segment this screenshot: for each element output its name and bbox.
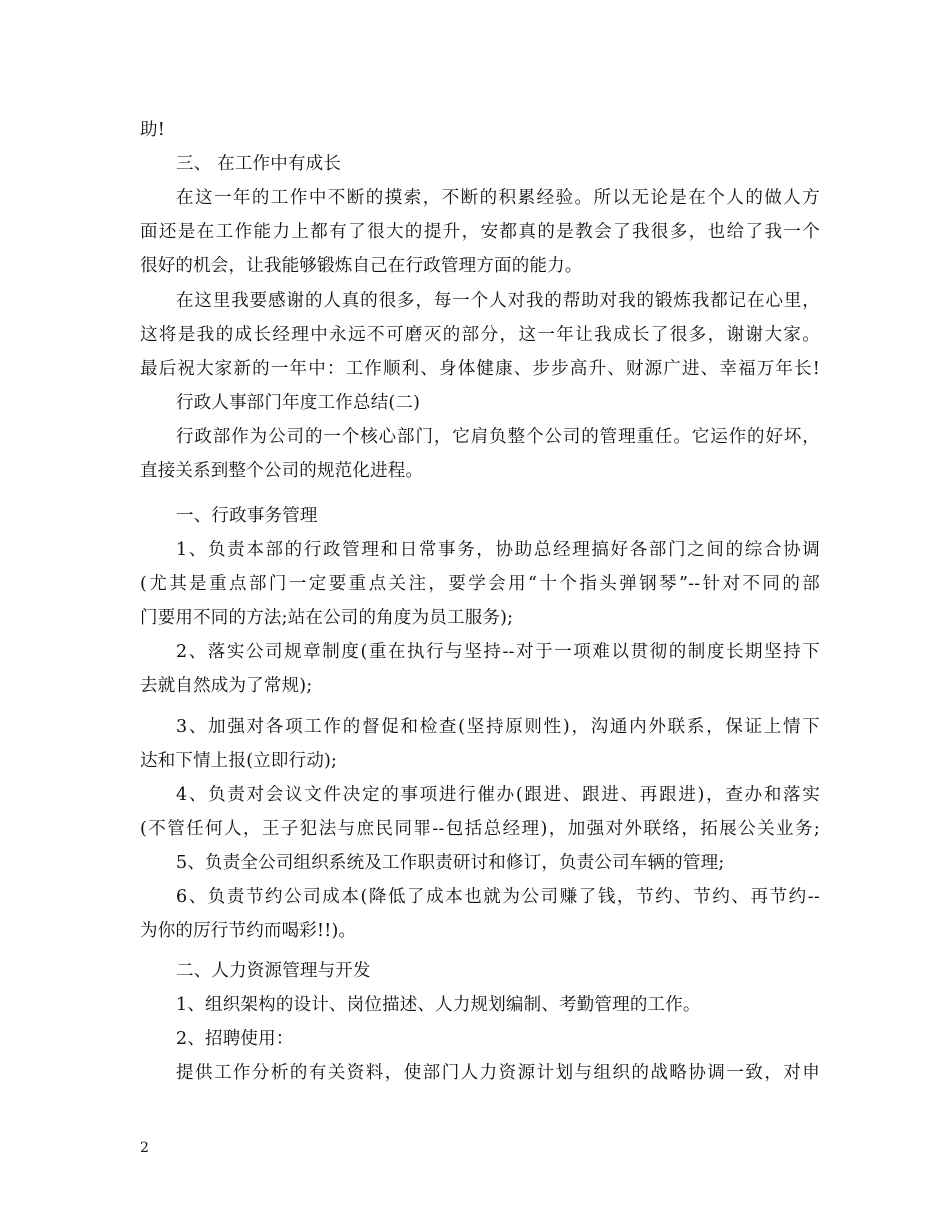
text-line: 6、负责节约公司成本(降低了成本也就为公司赚了钱，节约、节约、再节约-- — [176, 887, 820, 907]
text-line: 在这里我要感谢的人真的很多，每一个人对我的帮助对我的锻炼我都记在心里， — [176, 291, 820, 311]
section-heading: 一、行政事务管理 — [176, 506, 318, 526]
text-line: 达和下情上报(立即行动); — [140, 751, 338, 771]
text-line: 这将是我的成长经理中永远不可磨灭的部分，这一年让我成长了很多，谢谢大家。 — [140, 325, 820, 345]
text-line: 去就自然成为了常规); — [140, 676, 313, 696]
document-subtitle: 行政人事部门年度工作总结(二) — [176, 393, 421, 413]
text-line: 4、负责对会议文件决定的事项进行催办(跟进、跟进、再跟进)，查办和落实 — [176, 785, 820, 805]
text-line: 助! — [140, 120, 165, 140]
text-line: (不管任何人，王子犯法与庶民同罪--包括总经理)，加强对外联络，拓展公关业务; — [140, 819, 820, 839]
text-line: 很好的机会，让我能够锻炼自己在行政管理方面的能力。 — [140, 256, 583, 276]
text-line: 面还是在工作能力上都有了很大的提升，安都真的是教会了我很多，也给了我一个 — [140, 222, 820, 242]
text-line: 3、加强对各项工作的督促和检查(坚持原则性)，沟通内外联系，保证上情下 — [176, 717, 820, 737]
text-line: 为你的厉行节约而喝彩!!)。 — [140, 921, 357, 941]
text-line: (尤其是重点部门一定要重点关注，要学会用“十个指头弹钢琴”--针对不同的部 — [140, 574, 820, 594]
section-heading: 三、 在工作中有成长 — [176, 154, 342, 174]
page-number: 2 — [140, 1140, 149, 1156]
section-heading: 二、人力资源管理与开发 — [176, 961, 371, 981]
text-line: 在这一年的工作中不断的摸索，不断的积累经验。所以无论是在个人的做人方 — [176, 188, 820, 208]
text-line: 行政部作为公司的一个核心部门，它肩负整个公司的管理重任。它运作的好坏， — [176, 427, 820, 447]
text-line: 提供工作分析的有关资料，使部门人力资源计划与组织的战略协调一致，对申 — [176, 1063, 820, 1083]
text-line: 1、组织架构的设计、岗位描述、人力规划编制、考勤管理的工作。 — [176, 995, 701, 1015]
text-line: 直接关系到整个公司的规范化进程。 — [140, 461, 424, 481]
text-line: 1、负责本部的行政管理和日常事务，协助总经理搞好各部门之间的综合协调 — [176, 540, 820, 560]
text-line: 5、负责全公司组织系统及工作职责研讨和修订，负责公司车辆的管理; — [176, 853, 725, 873]
text-line: 最后祝大家新的一年中：工作顺利、身体健康、步步高升、财源广进、幸福万年长! — [140, 359, 820, 379]
text-line: 2、招聘使用： — [176, 1029, 294, 1049]
text-line: 门要用不同的方法;站在公司的角度为员工服务); — [140, 608, 514, 628]
text-line: 2、落实公司规章制度(重在执行与坚持--对于一项难以贯彻的制度长期坚持下 — [176, 642, 820, 662]
